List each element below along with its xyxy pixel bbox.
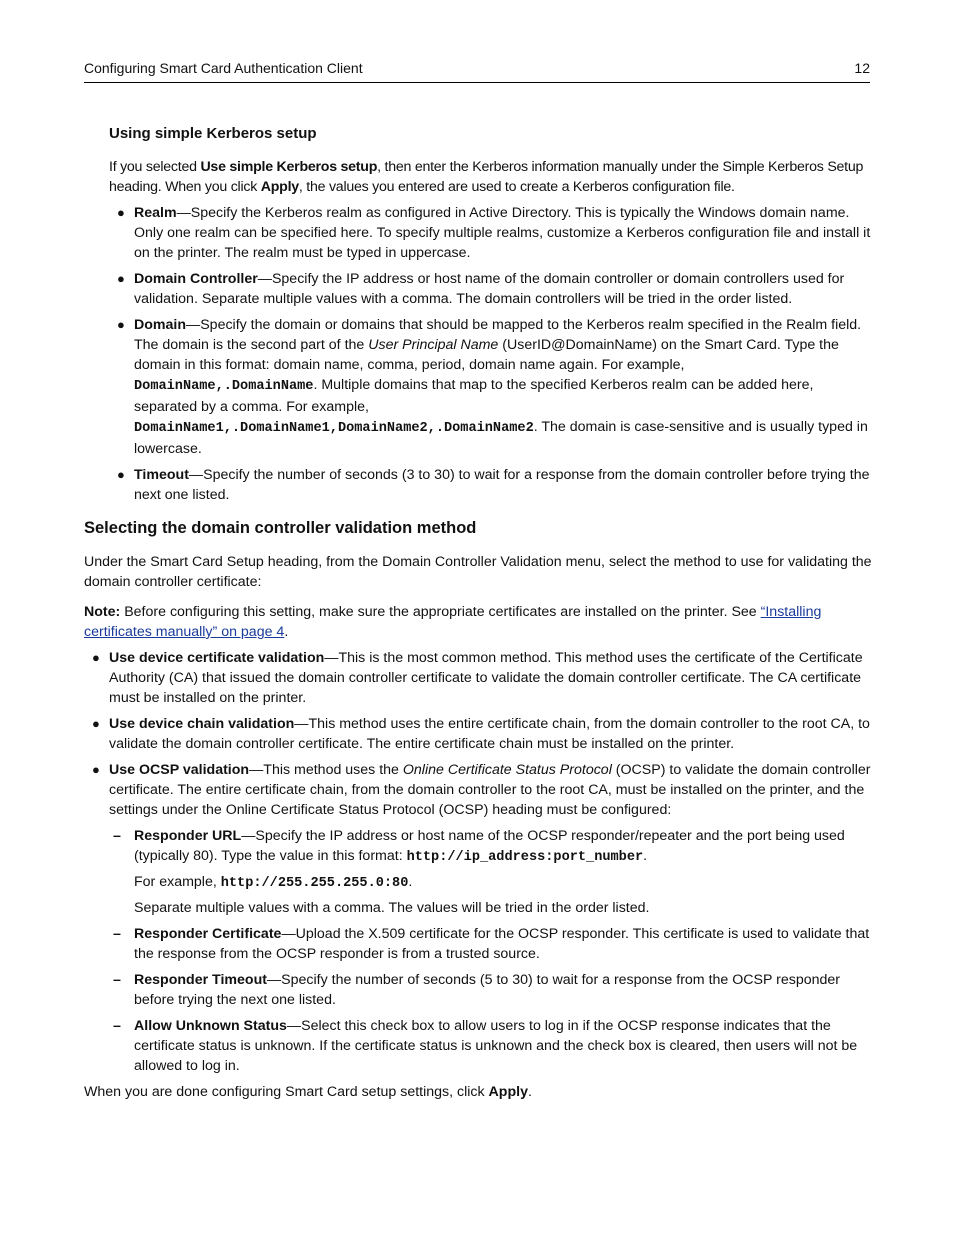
list-item-timeout: ● Timeout—Specify the number of seconds (3 to 30) to wait for a response from the domain controller before trying the next one listed. (117, 467, 870, 503)
closing-paragraph: When you are done configuring Smart Card setup settings, click Apply. (84, 1084, 532, 1100)
page-number: 12 (854, 60, 870, 76)
bullet-icon: ● (117, 467, 125, 482)
validation-section (84, 552, 872, 1102)
validation-heading: Selecting the domain controller validation method (84, 519, 477, 537)
code-url-example: http://255.255.255.0:80 (220, 876, 409, 891)
note: Note: Before configuring this setting, make sure the appropriate certificates are installed on the printer. See “Installing certificates manually” on page 4. (84, 604, 822, 640)
dash-icon: – (113, 972, 121, 988)
dash-icon: – (113, 926, 121, 942)
validation-intro: Under the Smart Card Setup heading, from the Domain Controller Validation menu, select the method to use for validating the domain controller certificate: (84, 554, 872, 590)
responder-url-example: For example, http://255.255.255.0:80. (134, 874, 413, 891)
bullet-icon: ● (117, 317, 125, 332)
kerberos-intro: If you selected Use simple Kerberos setup, then enter the Kerberos information manually under the Simple Kerberos Setup heading. When you click Apply, the values you entered are used to create a Kerberos configuration file. (109, 159, 864, 195)
dash-icon: – (113, 828, 121, 844)
sub-item-allow-unknown-status: – Allow Unknown Status—Select this check box to allow users to log in if the OCSP response indicates that the certificate status is unknown. If the certificate status is unknown and the check box is cleared, then users will not be allowed to log in. (113, 1018, 858, 1074)
responder-url-separator-note: Separate multiple values with a comma. The values will be tried in the order listed. (134, 900, 650, 916)
ocsp-sub-list (113, 826, 872, 1076)
list-item-device-certificate: ● Use device certificate validation—This is the most common method. This method uses the certificate of the Certificate Authority (CA) that issued the domain controller certificate to validate the domain controller certificate. The CA certificate must be installed on the printer. (92, 650, 863, 706)
code-url-format: http://ip_address:port_number (406, 850, 644, 865)
bullet-icon: ● (117, 271, 125, 286)
code-domain-example: DomainName,.DomainName (134, 379, 314, 394)
validation-list (92, 648, 872, 1076)
list-item-realm: ● Realm—Specify the Kerberos realm as configured in Active Directory. This is typically the Windows domain name. Only one realm can be specified here. To specify multiple realms, customize a Kerberos configuration file and install it on the printer. The realm must be typed in uppercase. (117, 205, 871, 261)
kerberos-section (109, 157, 871, 511)
kerberos-list (117, 203, 871, 505)
installing-certificates-link[interactable]: “Installing certificates manually” on page 4 (84, 604, 822, 640)
bullet-icon: ● (92, 716, 100, 731)
sub-item-responder-url: – Responder URL—Specify the IP address or host name of the OCSP responder/repeater and the port being used (typically 80). Type the value in this format: http://ip_address:port_number. For example, http://255.255.255.0:80. Separate multiple values with a comma. The values will be tried in the order listed. (134, 826, 872, 918)
header-title: Configuring Smart Card Authentication Client (84, 60, 363, 76)
bullet-icon: ● (92, 650, 100, 665)
bullet-icon: ● (117, 205, 125, 220)
list-item-device-chain: ● Use device chain validation—This method uses the entire certificate chain, from the domain controller to the root CA, to validate the domain controller certificate. The entire certificate chain must be installed on the printer. (92, 716, 870, 752)
sub-item-responder-certificate: – Responder Certificate—Upload the X.509 certificate for the OCSP responder. This certificate is used to validate that the response from the OCSP responder is from a trusted source. (113, 926, 870, 962)
sub-item-responder-timeout: – Responder Timeout—Specify the number of seconds (5 to 30) to wait for a response from the OCSP responder before trying the next one listed. (113, 972, 841, 1008)
dash-icon: – (113, 1018, 121, 1034)
list-item-ocsp: ● Use OCSP validation—This method uses the Online Certificate Status Protocol (OCSP) to validate the domain controller certificate. The entire certificate chain, from the domain controller to the root CA, must be installed on the printer, and the settings under the Online Certificate Status Protocol (OCSP) heading must be configured: – Responder URL—Specify the IP address or host name of the OCSP responder/repeater and the port being used (typically 80). Type the value in this format: http://ip_address:port_number. For example, http://255.255.255.0:80. Separate multiple values with a comma. The values will be tried in the order listed. – Responder Certificate—Upload the X.509 certificate for the OCSP responder. This certificate is used to validate that the response from the OCSP responder is from a trusted source. – Responder Timeout—Specify the number of seconds (5 to 30) to wait for a response from the OCSP responder before trying the next one listed. – Allow Unknown Status—Select this check box to allow users to log in if the OCSP response indicates that the certificate status is unknown. If the certificate status is unknown and the check box is cleared, then users will not be allowed to log in. (92, 762, 871, 1074)
kerberos-heading: Using simple Kerberos setup (109, 125, 317, 142)
code-multi-domain-example: DomainName1,.DomainName1,DomainName2,.DomainName2 (134, 421, 534, 436)
bullet-icon: ● (92, 762, 100, 777)
list-item-domain-controller: ● Domain Controller—Specify the IP address or host name of the domain controller or domain controllers used for validation. Separate multiple values with a comma. The domain controllers will be tried in the order listed. (117, 271, 845, 307)
list-item-domain: ● Domain—Specify the domain or domains that should be mapped to the Kerberos realm specified in the Realm field. The domain is the second part of the User Principal Name (UserID@DomainName) on the Smart Card. Type the domain in this format: domain name, comma, period, domain name again. For example, DomainName,.DomainName. Multiple domains that map to the specified Kerberos realm can be added here, separated by a comma. For example, DomainName1,.DomainName1,DomainName2,.DomainName2. The domain is case-sensitive and is usually typed in lowercase. (117, 317, 868, 457)
page-header (84, 60, 870, 83)
